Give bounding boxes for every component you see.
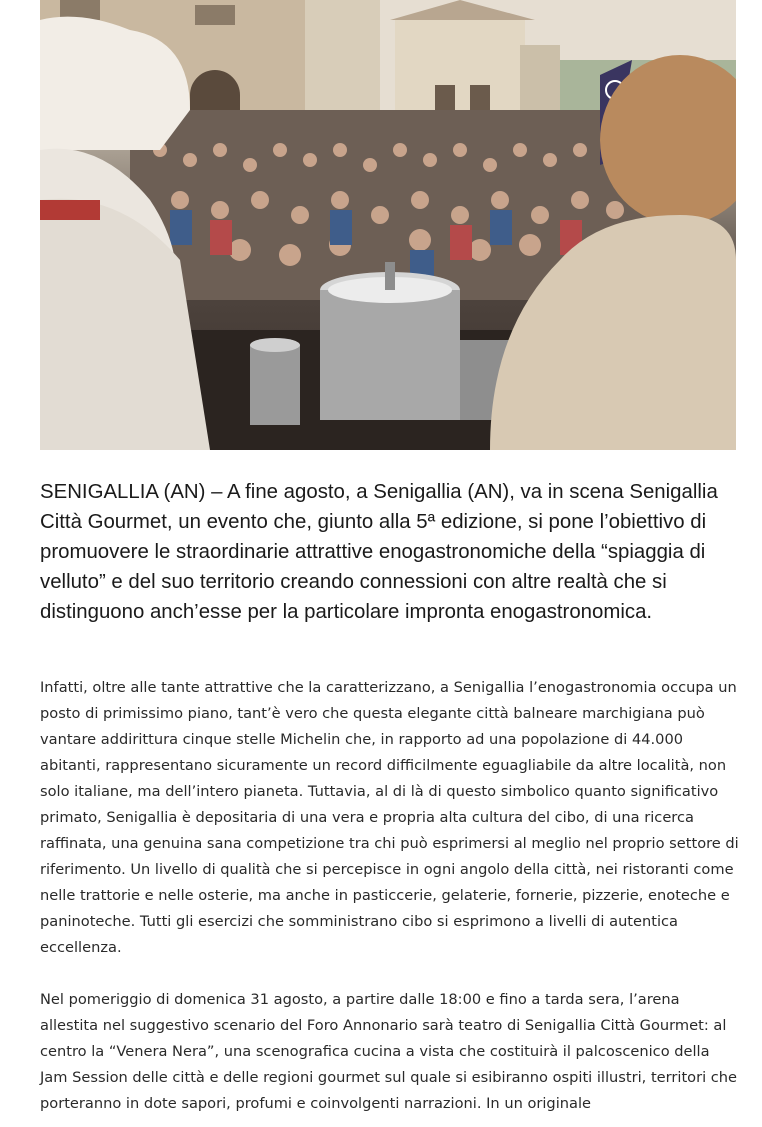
hero-illustration <box>40 0 736 450</box>
article-paragraph: Nel pomeriggio di domenica 31 agosto, a partire dalle 18:00 e fino a tarda sera, l’arena allestita nel suggestivo scenario del Foro Annonario sarà teatro di Senigallia Città Gourmet: al centro la “Venera Nera”, una scenografica cucina a vista che costituirà il palcoscenico della Jam Session delle città e delle regioni gourmet sul quale si esibiranno ospiti illustri, territori che porteranno in dote sapori, profumi e coinvolgenti narrazioni. In un originale <box>40 991 738 1112</box>
article-lead: SENIGALLIA (AN) – A fine agosto, a Senigallia (AN), va in scena Senigallia Città Gourmet, un evento che, giunto alla 5ª edizione, si pone l’obiettivo di promuovere le straordinarie attrattive enogastronomiche della “spiaggia di velluto” e del suo territorio creando connessioni con altre realtà che si distinguono anch’esse per la particolare impronta enogastronomica. <box>40 481 718 623</box>
article-paragraph: Infatti, oltre alle tante attrattive che la caratterizzano, a Senigallia l’enogastronomia occupa un posto di primissimo piano, tant’è vero che questa elegante città balneare marchigiana può vantare addirittura cinque stelle Michelin che, in rapporto ad una popolazione di 44.000 abitanti, rappresentano sicuramente un record difficilmente eguagliabile da altre località, non solo italiane, ma dell’intero pianeta. Tuttavia, al di là di questo simbolico quanto significativo primato, Senigallia è depositaria di una vera e propria alta cultura del cibo, di una ricerca raffinata, una genuina sana competizione tra chi può esprimersi al meglio nel proprio settore di riferimento. Un livello di qualità che si percepisce in ogni angolo della città, nei ristoranti come nelle trattorie e nelle osterie, ma anche in pasticcerie, gelaterie, fornerie, pizzerie, enoteche e paninoteche. Tutti gli esercizi che somministrano cibo si esprimono a livelli di autentica eccellenza. <box>40 679 739 956</box>
hero-photo <box>40 0 736 450</box>
